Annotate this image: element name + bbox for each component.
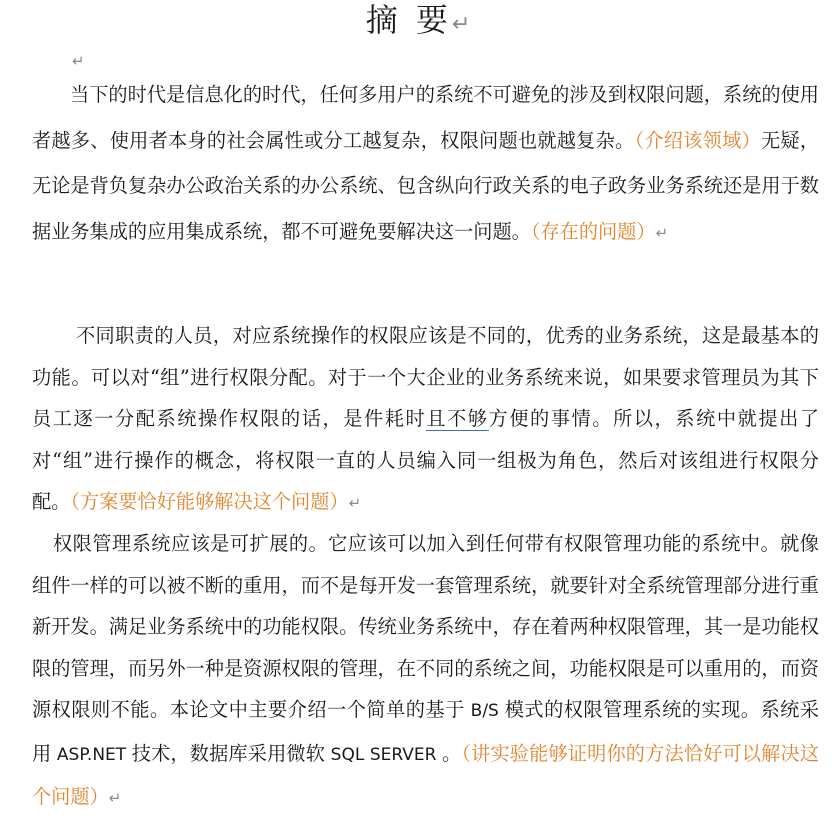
page-title xyxy=(0,0,836,42)
paragraph-implementation[interactable] xyxy=(32,523,819,820)
paragraph-text: 技术，数据库采用微软 xyxy=(131,741,326,765)
paragraph-mark-icon: ↵ xyxy=(72,52,85,70)
paragraph-mark-icon: ↵ xyxy=(451,12,471,37)
paragraph-background[interactable] xyxy=(32,72,819,256)
paragraph-text: 无疑，无论是背负复杂办公政治关系的办公系统、包含纵向行政关系的电子政务业务系统还是用于数据业务集成的应用集成系统，都不可避免要解决这一问题。 xyxy=(32,128,820,243)
paragraph-text: 。 xyxy=(442,741,462,765)
annotation-note: （存在的问题） xyxy=(530,219,656,243)
paragraph-mark-icon: ↵ xyxy=(348,494,362,512)
paragraph-text: 方便的事情。所以，系统中就提出了对“组”进行操作的概念，将权限一直的人员编入同一组极为角色，然后对该组进行权限分配。 xyxy=(32,407,820,513)
term-sql-server: SQL SERVER xyxy=(325,744,443,765)
paragraph-text: 当下的时代是信息化的时代，任何多用户的系统不可避免的涉及到权限问题，系统的使用者越多、使用者本身的社会属性或分工越复杂，权限问题也就越复杂。 xyxy=(32,83,819,152)
annotation-note: （讲实验能够证明你的方法恰好可以解决这个问题） xyxy=(32,741,820,808)
term-aspnet: ASP.NET xyxy=(51,744,132,765)
paragraph-mark-icon: ↵ xyxy=(655,223,669,242)
title-text: 摘 要 xyxy=(365,1,452,39)
term-bs: B/S xyxy=(464,701,505,721)
annotation-note: （方案要恰好能够解决这个问题） xyxy=(70,490,349,513)
paragraph-solution[interactable] xyxy=(32,315,819,525)
paragraph-text: 权限管理系统应该是可扩展的。它应该可以加入到任何带有权限管理功能的系统中。就像组件一样的可以被不断的重用，而不是每开发一套管理系统，就要针对全系统管理部分进行重新开发。满足业务系统中的功能权限。传统业务系统中，存在着两种权限管理，其一是功能权限的管理，而另外一种是资源权限的管理，在不同的系统之间，功能权限是可以重用的，而资源权限则不能。本论文中主要介绍一个简单的基于 xyxy=(32,532,819,721)
paragraph-text: 模式的权限管理系统的实现。系统采用 xyxy=(32,698,820,765)
paragraph-mark-icon: ↵ xyxy=(108,789,122,807)
paragraph-text: 不同职责的人员，对应系统操作的权限应该是不同的，优秀的业务系统，这是最基本的功能。可以对“组”进行权限分配。对于一个大企业的业务系统来说，如果要求管理员为其下员工逐一分配系统操作权限的话，是件耗时 xyxy=(32,324,819,430)
annotation-note: （介绍该领域） xyxy=(634,128,761,152)
grammar-flag[interactable]: 且不够 xyxy=(426,407,489,430)
